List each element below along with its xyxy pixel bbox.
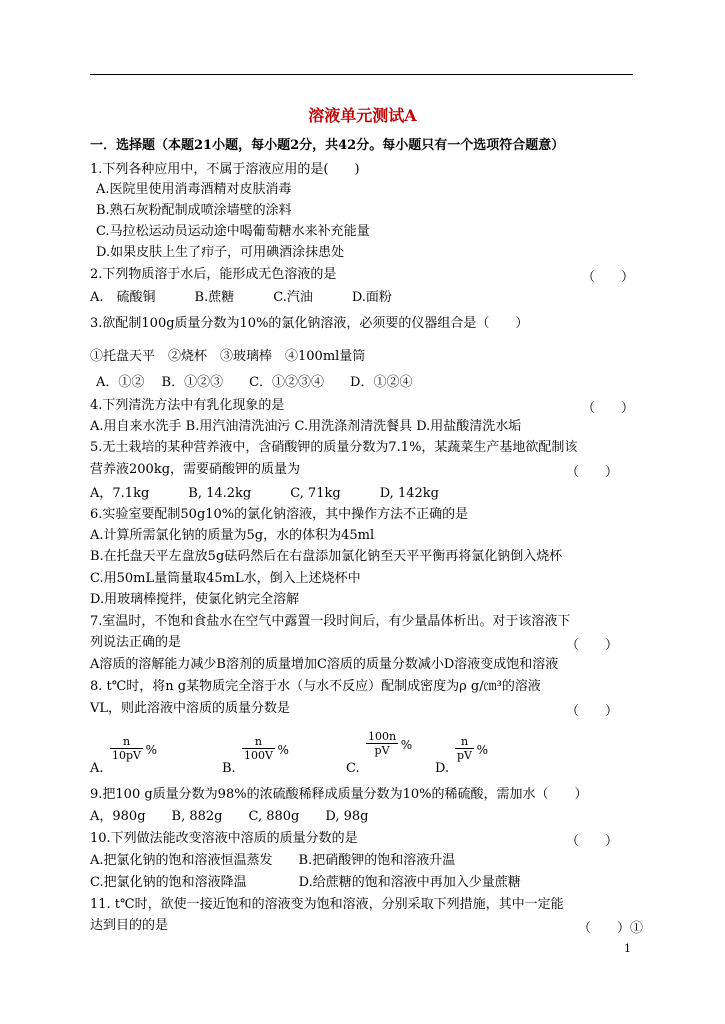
fraction-numerator: 100n <box>368 730 397 743</box>
fraction-numerator: n <box>254 735 263 748</box>
text-line: A.医院里使用消毒酒精对皮肤消毒 <box>96 182 292 197</box>
fraction-numerator: n <box>122 735 131 748</box>
option-label: D. <box>435 761 450 776</box>
answer-parens: （ ） <box>566 638 619 653</box>
percent-sign: % <box>145 743 157 757</box>
text-line: A，980g B, 882g C, 880g D, 98g <box>90 809 369 824</box>
text-line: 1.下列各种应用中，不属于溶液应用的是( ) <box>90 162 360 177</box>
fraction-denominator: pV <box>374 744 390 757</box>
header-rule <box>90 74 633 75</box>
text-line: 营养液200kg，需要硝酸钾的质量为 <box>90 462 301 477</box>
text-line: A.用自来水洗手 B.用汽油清洗油污 C.用洗涤剂清洗餐具 D.用盐酸清洗水垢 <box>90 419 522 434</box>
text-line: 5.无土栽培的某种营养液中，含硝酸钾的质量分数为7.1%，某蔬菜生产基地欲配制该 <box>90 440 578 455</box>
text-line: A．①② B．①②③ C．①②③④ D．①②④ <box>96 375 413 390</box>
text-line: A，7.1kg B, 14.2kg C, 71kg D, 142kg <box>90 486 439 501</box>
answer-parens: （ ） <box>566 834 619 849</box>
percent-sign: % <box>476 743 488 757</box>
fraction-denominator: 10pV <box>112 749 141 762</box>
text-line: B.熟石灰粉配制成喷涂墙壁的涂料 <box>96 203 292 218</box>
text-line: 4.下列清洗方法中有乳化现象的是 <box>90 398 285 413</box>
text-line: A.把氯化钠的饱和溶液恒温蒸发 B.把硝酸钾的饱和溶液升温 <box>90 853 456 868</box>
text-line: D.如果皮肤上生了疖子，可用碘酒涂抹患处 <box>96 245 345 260</box>
percent-sign: % <box>400 738 413 752</box>
answer-parens: （ ）① <box>578 921 644 936</box>
text-line: VL，则此溶液中溶质的质量分数是 <box>90 701 291 716</box>
text-line: A溶质的溶解能力减少B溶剂的质量增加C溶质的质量分数减小D溶液变成饱和溶液 <box>90 657 559 672</box>
percent-sign: % <box>277 743 289 757</box>
text-line: C.用50mL量筒量取45mL水，倒入上述烧杯中 <box>90 571 361 586</box>
option-fraction <box>110 735 157 762</box>
text-line: 9.把100 g质量分数为98%的浓硫酸稀释成质量分数为10%的稀硫酸，需加水（ ） <box>90 787 588 802</box>
text-line: A. 硫酸铜 B.蔗糖 C.汽油 D.面粉 <box>90 290 392 305</box>
option-fraction <box>455 735 488 762</box>
text-line: D.用玻璃棒搅拌，使氯化钠完全溶解 <box>90 592 300 607</box>
text-line: 2.下列物质溶于水后，能形成无色溶液的是 <box>90 267 337 282</box>
answer-parens: （ ） <box>582 270 635 285</box>
text-line: ①托盘天平 ②烧杯 ③玻璃棒 ④100ml量筒 <box>90 349 366 364</box>
option-label: C. <box>346 761 360 776</box>
option-label: A. <box>90 761 104 776</box>
answer-parens: （ ） <box>566 465 619 480</box>
text-line: B.在托盘天平左盘放5g砝码然后在右盘添加氯化钠至天平平衡再将氯化钠倒入烧杯 <box>90 549 563 564</box>
option-fraction <box>366 730 413 757</box>
text-line: 3.欲配制100g质量分数为10%的氯化钠溶液，必须要的仪器组合是（ ） <box>90 316 529 331</box>
section-heading: 一．选择题（本题21小题，每小题2分，共42分。每小题只有一个选项符合题意） <box>90 138 565 153</box>
text-line: C.马拉松运动员运动途中喝葡萄糖水来补充能量 <box>96 224 370 239</box>
fraction-denominator: pV <box>457 749 472 762</box>
fraction-numerator: n <box>460 735 469 748</box>
text-line: 10.下列做法能改变溶液中溶质的质量分数的是 <box>90 831 358 846</box>
text-line: C.把氯化钠的饱和溶液降温 D.给蔗糖的饱和溶液中再加入少量蔗糖 <box>90 875 521 890</box>
answer-parens: （ ） <box>566 704 619 719</box>
page-title: 溶液单元测试A <box>308 106 417 125</box>
page-number: 1 <box>624 942 631 955</box>
text-line: 6.实验室要配制50g10%的氯化钠溶液，其中操作方法不正确的是 <box>90 507 469 522</box>
text-line: 达到目的的是 <box>90 918 169 933</box>
option-fraction <box>242 735 289 762</box>
text-line: 7.室温时，不饱和食盐水在空气中露置一段时间后，有少量晶体析出。对于该溶液下 <box>90 614 571 629</box>
answer-parens: （ ） <box>582 401 635 416</box>
option-label: B. <box>222 761 236 776</box>
fraction-denominator: 100V <box>244 749 273 762</box>
text-line: 11. t℃时，欲使一接近饱和的溶液变为饱和溶液，分别采取下列措施，其中一定能 <box>90 897 564 912</box>
text-line: A.计算所需氯化钠的质量为5g，水的体积为45ml <box>90 528 375 543</box>
text-line: 列说法正确的是 <box>90 635 182 650</box>
text-line: 8. t℃时，将n g某物质完全溶于水（与水不反应）配制成密度为ρ g/㎝³的溶液 <box>90 679 541 694</box>
